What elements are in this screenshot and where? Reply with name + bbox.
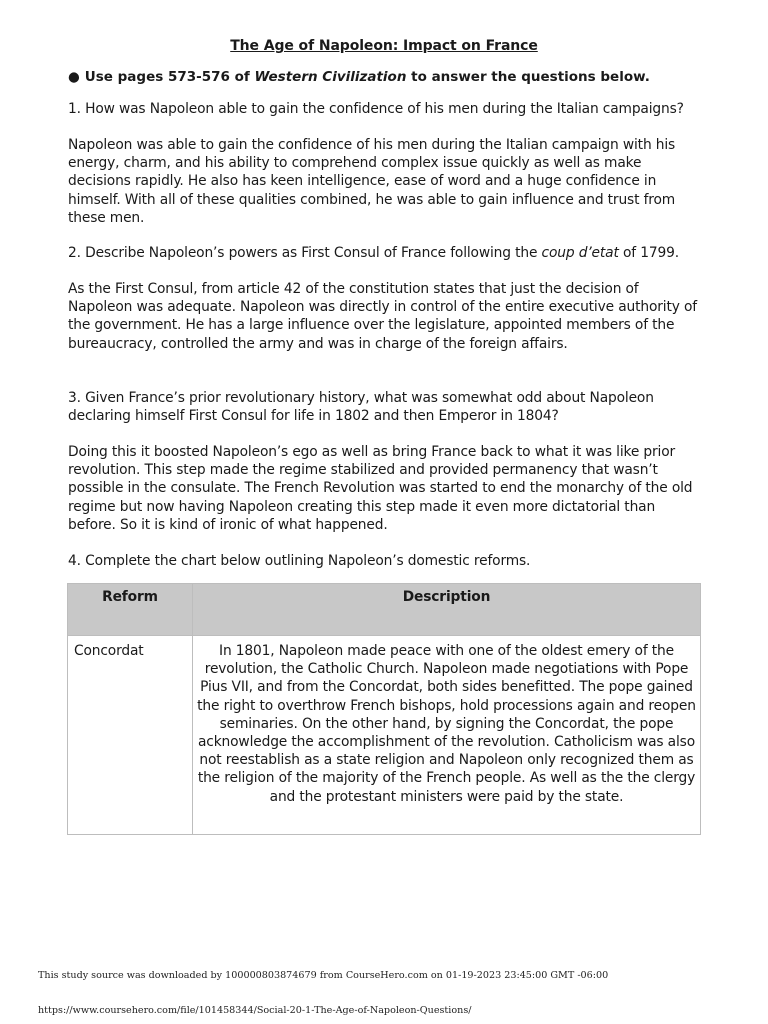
instruction-book-title: Western Civilization — [254, 69, 407, 85]
bullet-icon: ● — [68, 69, 80, 85]
answer-3: Doing this it boosted Napoleon’s ego as well as bring France back to what it was like prior revolution. This step made the regime stabilized and provided permanency that wasn’t possible in the consulate. The French Revolution was started to end the monarchy of the old regime but now having Napoleon creating this step made it even more dictatorial than before. So it is kind of ironic of what happened. — [68, 444, 693, 533]
answer-1: Napoleon was able to gain the confidence of his men during the Italian campaign with his energy, charm, and his ability to comprehend complex issue quickly as well as make decisions rapidly. He also has keen intelligence, ease of word and a huge confidence in himself. With all of these qualities combined, he was able to gain influence and trust from these men. — [68, 137, 676, 226]
question-2-before: 2. Describe Napoleon’s powers as First Consul of France following the — [68, 245, 542, 261]
table-header-row — [68, 584, 701, 636]
question-2-term: coup d’etat — [541, 245, 619, 261]
table-row — [68, 636, 701, 835]
header-reform: Reform — [68, 584, 193, 636]
question-3: 3. Given France’s prior revolutionary history, what was somewhat odd about Napoleon declaring himself First Consul for life in 1802 and then Emperor in 1804? — [68, 390, 654, 425]
question-2 — [68, 244, 700, 262]
document-title: The Age of Napoleon: Impact on France — [230, 38, 538, 54]
instruction-line — [68, 69, 708, 85]
source-url[interactable]: https://www.coursehero.com/file/101458344/Social-20-1-The-Age-of-Napoleon-Questions/ — [38, 1005, 472, 1016]
header-description: Description — [193, 584, 701, 636]
download-note: This study source was downloaded by 100000803874679 from CourseHero.com on 01-19-2023 23:45:00 GMT -06:00 — [38, 970, 609, 981]
question-4: 4. Complete the chart below outlining Napoleon’s domestic reforms. — [68, 553, 531, 569]
question-2-after: of 1799. — [618, 245, 679, 261]
instruction-text-after: to answer the questions below. — [406, 69, 650, 85]
instruction-text-before: Use pages 573-576 of — [84, 69, 255, 85]
answer-2: As the First Consul, from article 42 of the constitution states that just the decision of Napoleon was adequate. Napoleon was directly in control of the entire executive authority of the government. He has a large influence over the legislature, appointed members of the bureaucracy, controlled the army and was in charge of the foreign affairs. — [68, 281, 697, 352]
reform-description-cell: In 1801, Napoleon made peace with one of the oldest emery of the revolution, the Catholic Church. Napoleon made negotiations with Pope Pius VII, and from the Concordat, both sides benefitted. The pope gained the right to overthrow French bishops, hold processions again and reopen seminaries. On the other hand, by signing the Concordat, the pope acknowledge the accomplishment of the revolution. Catholicism was also not reestablish as a state religion and Napoleon only recognized them as the religion of the majority of the French people. As well as the the clergy and the protestant ministers were paid by the state. — [193, 636, 701, 835]
question-1: 1. How was Napoleon able to gain the confidence of his men during the Italian campaigns? — [68, 101, 684, 117]
reforms-table — [67, 583, 701, 835]
reform-name-cell: Concordat — [68, 636, 193, 835]
